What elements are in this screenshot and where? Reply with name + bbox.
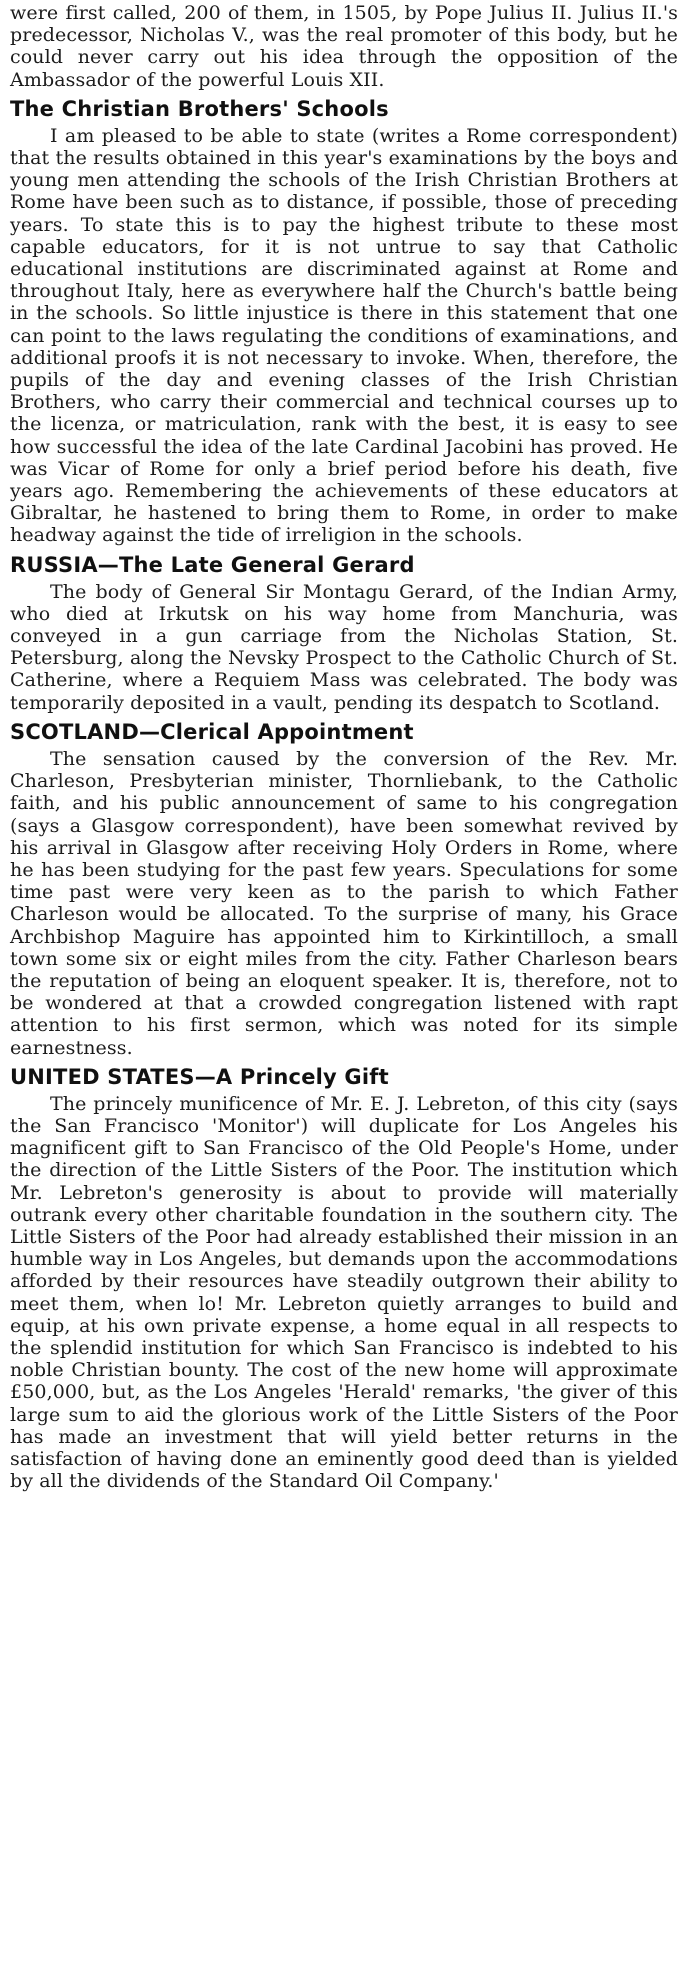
section-heading: UNITED STATES—A Princely Gift [10,1064,389,1089]
section-body: The sensation caused by the conversion of the Rev. Mr. Charleson, Presbyterian minister, Thornliebank, to the Catholic faith, and his public announcement of same to his congregation (says a Glasgow correspondent), have been somewhat revived by his arrival in Glasgow after receiving Holy Orders in Rome, where he has been studying for the past few years. Speculations for some time past were very keen as to the parish to which Father Charleson would be allocated. To the surprise of many, his Grace Archbishop Maguire has appointed him to Kirkintilloch, a small town some six or eight miles from the city. Father Charleson bears the reputation of being an eloquent speaker. It is, therefore, not to be wondered at that a crowded congregation listened with rapt attention to his first sermon, which was noted for its simple earnestness. [10,747,678,1059]
section-scotland [10,720,678,1059]
section-body: I am pleased to be able to state (writes a Rome correspondent) that the results obtained in this year's examinations by the boys and young men attending the schools of the Irish Christian Brothers at Rome have been such as to distance, if possible, those of preceding years. To state this is to pay the highest tribute to these most capable educators, for it is not untrue to say that Catholic educational institutions are discriminated against at Rome and throughout Italy, here as everywhere half the Church's battle being in the schools. So little injustice is there in this statement that one can point to the laws regulating the conditions of examinations, and additional proofs it is not necessary to invoke. When, therefore, the pupils of the day and evening classes of the Irish Christian Brothers, who carry their commercial and technical courses up to the licenza, or matriculation, rank with the best, it is easy to see how successful the idea of the late Cardinal Jacobini has proved. He was Vicar of Rome for only a brief period before his death, five years ago. Remembering the achievements of these educators at Gibraltar, he hastened to bring them to Rome, in order to make headway against the tide of irreligion in the schools. [10,124,678,547]
section-russia [10,553,678,714]
section-heading: RUSSIA—The Late General Gerard [10,552,415,577]
section-heading: The Christian Brothers' Schools [10,96,389,121]
section-united-states [10,1065,678,1493]
section-heading: SCOTLAND—Clerical Appointment [10,719,414,744]
section-christian-brothers [10,97,678,547]
section-body: The princely munificence of Mr. E. J. Lebreton, of this city (says the San Francisco 'Monitor') will duplicate for Los Angeles his magnificent gift to San Francisco of the Old People's Home, under the direction of the Little Sisters of the Poor. The institution which Mr. Lebreton's generosity is about to provide will materially outrank every other charitable foundation in the southern city. The Little Sisters of the Poor had already established their mission in an humble way in Los Angeles, but demands upon the accommodations afforded by their resources have steadily outgrown their ability to meet them, when lo! Mr. Lebreton quietly arranges to build and equip, at his own private expense, a home equal in all respects to the splendid institution for which San Francisco is indebted to his noble Christian bounty. The cost of the new home will approximate £50,000, but, as the Los Angeles 'Herald' remarks, 'the giver of this large sum to aid the glorious work of the Little Sisters of the Poor has made an investment that will yield better returns in the satisfaction of having done an eminently good deed than is yielded by all the dividends of the Standard Oil Company.' [10,1092,678,1493]
section-body: The body of General Sir Montagu Gerard, of the Indian Army, who died at Irkutsk on his way home from Manchuria, was conveyed in a gun carriage from the Nicholas Station, St. Petersburg, along the Nevsky Prospect to the Catholic Church of St. Catherine, where a Requiem Mass was celebrated. The body was temporarily deposited in a vault, pending its despatch to Scotland. [10,580,678,714]
intro-paragraph: were first called, 200 of them, in 1505, by Pope Julius II. Julius II.'s predecessor, Nicholas V., was the real promoter of this body, but he could never carry out his idea through the opposition of the Ambassador of the powerful Louis XII. [10,2,678,91]
